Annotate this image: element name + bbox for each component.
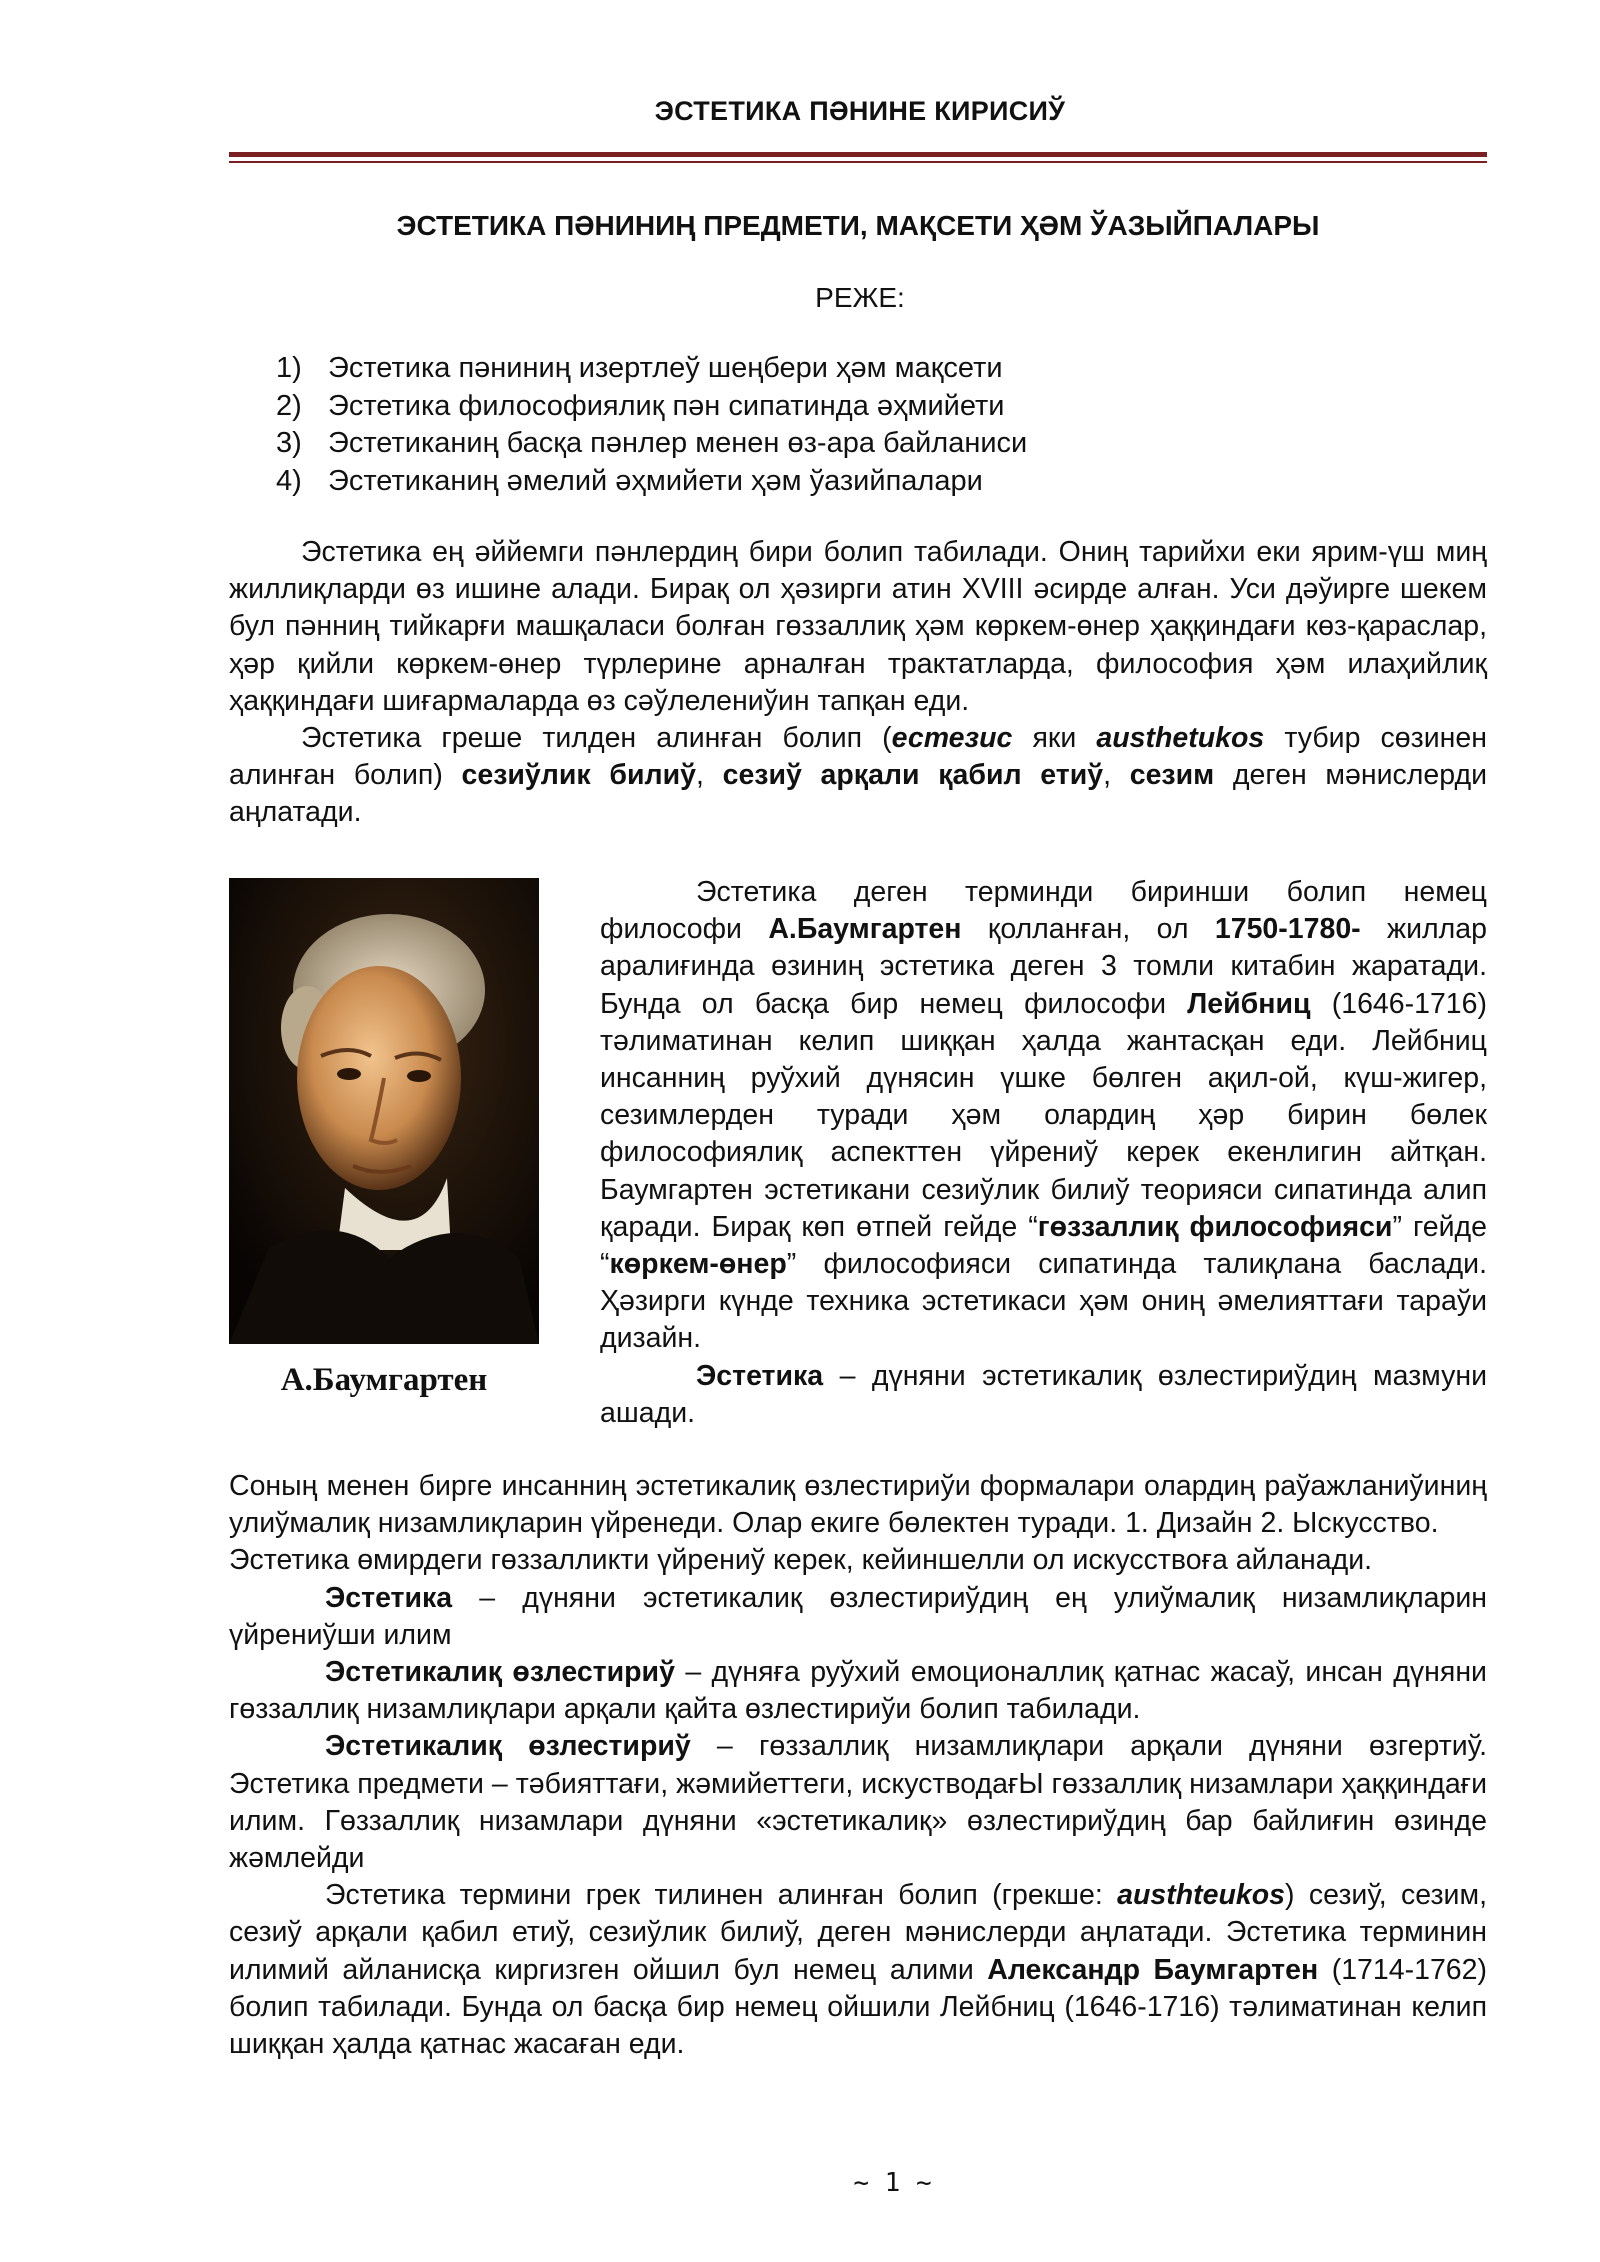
- plan-item-number: 3): [276, 427, 302, 459]
- estetika-definition-start: Эстетика – дүняни эстетикалиқ өзлестириўдиң мазмуни ашади.: [600, 1359, 1487, 1429]
- plan-item-number: 1): [276, 352, 302, 384]
- definition-term: Эстетика: [325, 1581, 453, 1614]
- bold-name: А.Баумгартен: [768, 913, 962, 946]
- portrait-svg: [229, 878, 539, 1344]
- header-rule-thin: [229, 161, 1487, 163]
- baumgarten-paragraph: Эстетика деген терминди биринши болип немец философи А.Баумгартен қолланған, ол 1750-1780- жиллар аралиғинда өзиниң эстетика деген 3 томли китабин жаратади. Бунда ол басқа бир немец философи Лейбниц (1646-1716) тәлиматинан келип шиққан ҳалда жантасқан еди. Лейбниц инсанниң руўхий дүнясин үшке бөлген ақил-ой, күш-жигер, сезимлерден туради ҳәм олардиң ҳәр бирин бөлек философиялиқ аспекттен үйрениў керек екенлигин айтқан. Баумгартен эстетикани сезиўлик билиў теорияси сипатинда алип қаради. Бирақ көп өтпей гейде “гөззаллиқ философияси” гейде “көркем-өнер” философияси сипатинда талиқлана баслади. Ҳәзирги күнде техника эстетикаси ҳәм ониң әмелияттағи тараўи дизайн.: [600, 876, 1488, 1355]
- bold-years: 1750-1780-: [1214, 913, 1361, 946]
- plan-item: [276, 388, 1027, 426]
- plan-item: [276, 425, 1027, 463]
- page-number: ~ 1 ~: [853, 2168, 932, 2198]
- main-text: [229, 1468, 1487, 2063]
- term-estezis: естезис: [891, 722, 1013, 755]
- bold-term: Эстетика: [696, 1359, 824, 1392]
- plan-item-text: Эстетика пәниниң изертлеў шеңбери ҳәм мақсети: [328, 352, 1003, 384]
- plan-list: [276, 350, 1027, 500]
- plan-item: [276, 350, 1027, 388]
- plan-item-number: 4): [276, 464, 302, 497]
- bold-name: Александр Баумгартен: [987, 1953, 1319, 1986]
- intro-text: [229, 534, 1487, 832]
- term-austhteukos: austhteukos: [1117, 1879, 1286, 1912]
- plan-item-text: Эстетиканиң әмелий әҳмийети ҳәм ўазийпалари: [328, 464, 983, 497]
- definition-aesthetic-mastery-2: Эстетикалиқ өзлестириў – гөззаллиқ низамлиқлари арқали дүняни өзгертиў. Эстетика предмети – тәбияттағи, жәмийеттеги, искустводағЫ гөззаллиқ низамлари ҳаққиндағи илим. Гөззаллиқ низамлари дүняни «эстетикалиқ» өзлестириўдиң бар байлиғин өзинде жәмлейди: [229, 1730, 1487, 1875]
- paragraph-beauty: Эстетика өмирдеги гөззалликти үйрениў керек, кейиншелли ол искусствоға айланади.: [229, 1544, 1373, 1577]
- bold-term: сезиў арқали қабил етиў: [722, 759, 1104, 792]
- portrait-caption: А.Баумгартен: [280, 1362, 488, 1398]
- plan-item: [276, 463, 1027, 501]
- running-header: ЭСТЕТИКА ПӘНИНЕ КИРИСИЎ: [654, 96, 1066, 126]
- bold-term: көркем-өнер: [609, 1248, 787, 1281]
- paragraph-term-origin: Эстетика термини грек тилинен алинған болип (грекше: austhteukos) сезиў, сезим, сезиў арқали қабил етиў, сезиўлик билиў, деген мәнислерди аңлатади. Эстетика терминин илимий айланисқа киргизген ойшил бул немец алими Александр Баумгартен (1714-1762) болип табилади. Бунда ол басқа бир немец ойшили Лейбниц (1646-1716) тәлиматинан келип шиққан ҳалда қатнас жасаған еди.: [229, 1879, 1487, 2061]
- definition-estetika: Эстетика – дүняни эстетикалиқ өзлестириўдиң ең улиўмалиқ низамлиқларин үйрениўши илим: [229, 1581, 1487, 1651]
- bold-term: сезиўлик билиў: [461, 759, 696, 792]
- term-austhetukos: austhetukos: [1096, 722, 1265, 755]
- plan-item-number: 2): [276, 389, 302, 422]
- paragraph-continuation: Соның менен бирге инсанниң эстетикалиқ өзлестириўи формалари олардиң раўажланиўиниң улиўмалиқ низамлиқларин үйренеди. Олар екиге бөлектен туради. 1. Дизайн 2. Ыскусство.: [229, 1470, 1487, 1540]
- plan-item-text: Эстетика философиялиқ пән сипатинда әҳмийети: [328, 389, 1005, 422]
- bold-name: Лейбниц: [1187, 987, 1311, 1020]
- header-rule-thick: [229, 152, 1487, 157]
- portrait-image: [229, 878, 539, 1344]
- document-title: ЭСТЕТИКА ПӘНИНИҢ ПРЕДМЕТИ, МАҚСЕТИ ҲӘМ ЎАЗЫЙПАЛАРЫ: [396, 210, 1320, 241]
- bold-term: сезим: [1129, 759, 1215, 792]
- plan-heading: РЕЖЕ:: [815, 282, 905, 313]
- plan-item-text: Эстетиканиң басқа пәнлер менен өз-ара байланиси: [328, 427, 1028, 459]
- definition-term: Эстетикалиқ өзлестириў: [325, 1730, 691, 1763]
- intro-paragraph-1: Эстетика ең әййемги пәнлердиң бири болип табилади. Ониң тарийхи еки ярим-үш миң жиллиқларди өз ишине алади. Бирақ ол ҳәзирги атин XVIII әсирде алған. Уси дәўирге шекем бул пәнниң тийкарғи машқаласи болған гөззаллиқ ҳәм көркем-өнер ҳаққиндағи көз-қараслар, ҳәр қийли көркем-өнер түрлерине арналған трактатларда, философия ҳәм илаҳийлиқ ҳаққиндағи шиғармаларда өз сәўлелениўин тапқан еди.: [229, 536, 1487, 717]
- definition-aesthetic-mastery: Эстетикалиқ өзлестириў – дүняға руўхий емоционаллиқ қатнас жасаў, инсан дүняни гөззаллиқ низамлиқлари арқали қайта өзлестириўи болип табилади.: [229, 1656, 1487, 1726]
- bold-term: гөззаллиқ философияси: [1037, 1210, 1393, 1243]
- float-text-block: [600, 874, 1487, 1432]
- intro-paragraph-2: Эстетика греше тилден алинған болип (естезис яки austhetukos тубир сөзинен алинған болип) сезиўлик билиў, сезиў арқали қабил етиў, сезим деген мәнислерди аңлатади.: [229, 722, 1488, 829]
- definition-term: Эстетикалиқ өзлестириў: [325, 1656, 675, 1689]
